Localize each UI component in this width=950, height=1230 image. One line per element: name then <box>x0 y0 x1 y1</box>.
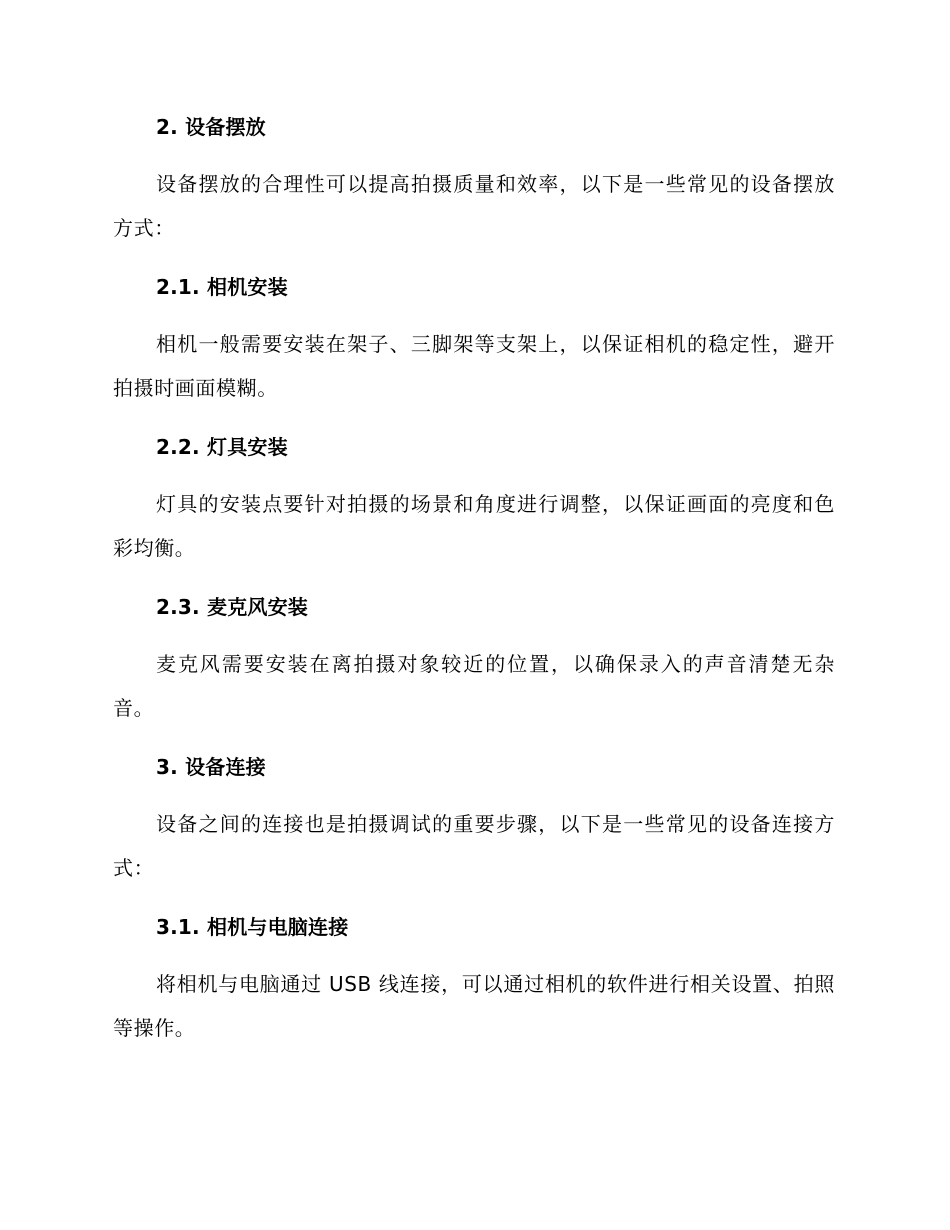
section-heading-2-1: 2.1. 相机安装 <box>156 275 288 299</box>
section-paragraph-2-2: 灯具的安装点要针对拍摄的场景和角度进行调整，以保证画面的亮度和色彩均衡。 <box>113 492 835 560</box>
document-body <box>113 104 835 1064</box>
section-paragraph-3-1: 将相机与电脑通过 USB 线连接，可以通过相机的软件进行相关设置、拍照等操作。 <box>113 972 835 1040</box>
section-paragraph-3: 设备之间的连接也是拍摄调试的重要步骤，以下是一些常见的设备连接方式： <box>113 812 835 880</box>
section-heading-2: 2. 设备摆放 <box>156 115 266 139</box>
section-paragraph-2-3: 麦克风需要安装在离拍摄对象较近的位置，以确保录入的声音清楚无杂音。 <box>113 652 835 720</box>
section-heading-2-2: 2.2. 灯具安装 <box>156 435 288 459</box>
section-heading-3: 3. 设备连接 <box>156 755 266 779</box>
section-heading-3-1: 3.1. 相机与电脑连接 <box>156 915 349 939</box>
section-paragraph-2-1: 相机一般需要安装在架子、三脚架等支架上，以保证相机的稳定性，避开拍摄时画面模糊。 <box>113 332 835 400</box>
section-paragraph-2: 设备摆放的合理性可以提高拍摄质量和效率，以下是一些常见的设备摆放方式： <box>113 172 835 240</box>
section-heading-2-3: 2.3. 麦克风安装 <box>156 595 308 619</box>
